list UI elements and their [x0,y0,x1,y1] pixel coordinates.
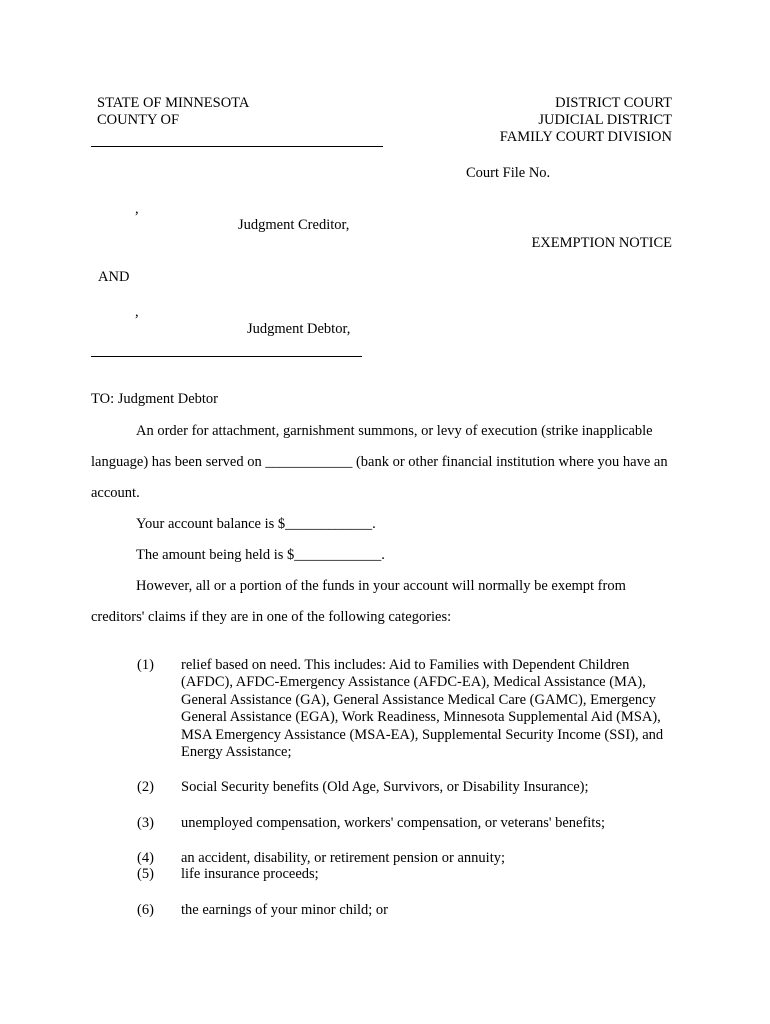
exemption-notice-title: EXEMPTION NOTICE [531,235,672,251]
item-6-number: (6) [137,902,154,918]
item-1-text [181,657,681,761]
item-5-number: (5) [137,866,154,882]
paragraph-1-line-1: An order for attachment, garnishment summons, or levy of execution (strike inapplicable [136,423,653,439]
creditor-name-comma: , [135,201,139,217]
item-1-line: General Assistance (EGA), Work Readiness, Minnesota Supplemental Aid (MSA), [181,709,661,726]
item-3-text: unemployed compensation, workers' compensation, or veterans' benefits; [181,815,605,831]
caption-rule-bottom [91,356,362,357]
item-1-line: MSA Emergency Assistance (MSA-EA), Supplemental Security Income (SSI), and [181,726,664,743]
court-label: DISTRICT COURT [555,95,672,111]
state-label: STATE OF MINNESOTA [97,95,250,111]
paragraph-2-line-2: creditors' claims if they are in one of the following categories: [91,609,452,625]
debtor-name-comma: , [135,304,139,320]
paragraph-2-line-1: However, all or a portion of the funds in your account will normally be exempt from [136,578,626,594]
item-4-text: an accident, disability, or retirement pension or annuity; [181,850,506,866]
item-2-text: Social Security benefits (Old Age, Survivors, or Disability Insurance); [181,779,589,795]
amount-held-line: The amount being held is $____________. [136,547,385,563]
item-1-line: General Assistance (GA), General Assistance Medical Care (GAMC), Emergency [181,691,656,708]
item-1-line: Energy Assistance; [181,744,292,761]
judgment-creditor-label: Judgment Creditor, [238,217,350,233]
item-1-line: relief based on need. This includes: Aid to Families with Dependent Children [181,657,630,673]
court-file-number-label: Court File No. [466,165,551,181]
item-1-number: (1) [137,657,154,673]
item-1-line: (AFDC), AFDC-Emergency Assistance (AFDC-EA), Medical Assistance (MA), [181,674,646,691]
and-label: AND [98,269,130,285]
item-4-number: (4) [137,850,154,866]
to-line: TO: Judgment Debtor [91,391,218,407]
caption-rule-top [91,146,383,147]
division-label: FAMILY COURT DIVISION [499,129,672,145]
item-3-number: (3) [137,815,154,831]
judgment-debtor-label: Judgment Debtor, [247,321,351,337]
district-label: JUDICIAL DISTRICT [538,112,672,128]
item-6-text: the earnings of your minor child; or [181,902,388,918]
item-2-number: (2) [137,779,154,795]
paragraph-1-line-2: language) has been served on ____________ (bank or other financial institution where you have an [91,454,668,470]
account-balance-line: Your account balance is $____________. [136,516,376,532]
paragraph-1-line-3: account. [91,485,140,501]
county-label: COUNTY OF [97,112,180,128]
item-5-text: life insurance proceeds; [181,866,319,882]
